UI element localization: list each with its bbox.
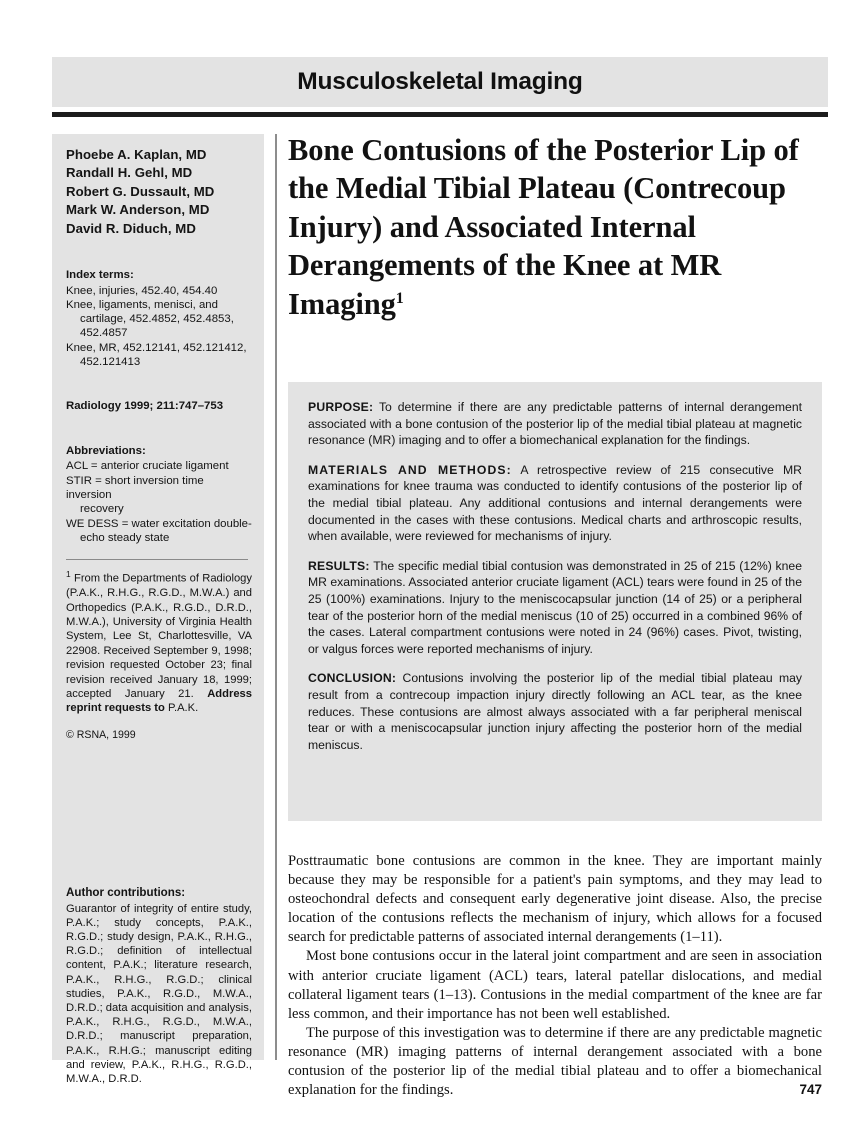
affiliation-footnote bbox=[66, 567, 252, 716]
abbreviations-block bbox=[66, 444, 252, 545]
journal-citation-block bbox=[66, 399, 252, 414]
abbreviation-line: STIR = short inversion time inversion bbox=[66, 474, 204, 501]
author-name: Phoebe A. Kaplan, MD bbox=[66, 147, 207, 162]
abbreviation-line: WE DESS = water excitation double- bbox=[66, 517, 252, 530]
body-paragraph: Posttraumatic bone contusions are common in the knee. They are important mainly because they may be responsible for a patient's pain symptoms, and they may lead to osteochondral defects and consequent early degenerative joint disease. Also, the precise location of the contusions reflects the mechanism of injury, which allows for a focused search for predictable patterns of associated internal derangements (1–11). bbox=[288, 853, 822, 946]
article-title-footnote-marker: 1 bbox=[395, 289, 404, 307]
article-title bbox=[288, 131, 828, 323]
body-paragraph: The purpose of this investigation was to determine if there are any predictable magnetic resonance (MR) imaging patterns of internal derangement associated with a bone contusion of the posterior lip of the medial tibial plateau and to offer a biomechanical explanation for the findings. bbox=[288, 1024, 822, 1099]
abbreviation-line: recovery bbox=[80, 503, 124, 516]
journal-section-header-band bbox=[52, 57, 828, 107]
author-contributions-text: Guarantor of integrity of entire study, P.A.K.; study concepts, P.A.K., R.G.D.; study design, P.A.K., R.H.G., R.G.D.; definition of intellectual content, P.A.K.; literature research, P.A.K., R.H.G., R.G.D.; clinical studies, P.A.K., R.G.D., M.W.A., D.R.D.; data acquisition and analysis, P.A.K., R.H.G., R.G.D., M.W.A., D.R.D.; manuscript preparation, P.A.K., R.H.G.; manuscript editing and review, P.A.K., R.H.G., R.G.D., M.W.A., D.R.D. bbox=[66, 902, 252, 1085]
index-term-line: 452.121413 bbox=[80, 356, 141, 369]
journal-citation: Radiology 1999; 211:747–753 bbox=[66, 400, 224, 413]
author-name: Randall H. Gehl, MD bbox=[66, 165, 193, 181]
author-name: David R. Diduch, MD bbox=[66, 220, 196, 236]
abstract-label-conclusion: CONCLUSION: bbox=[308, 671, 397, 686]
footnote-marker: 1 bbox=[66, 569, 71, 580]
article-title-text: Bone Contusions of the Posterior Lip of the Medial Tibial Plateau (Contrecoup Injury) and Associated Internal Derangements of the Knee at MR Imaging bbox=[288, 133, 799, 321]
reprint-request-label: Address reprint requests to bbox=[66, 688, 252, 715]
author-contributions-heading: Author contributions: bbox=[66, 886, 186, 899]
journal-section-title: Musculoskeletal Imaging bbox=[297, 68, 583, 95]
abstract-text-materials-and-methods: A retrospective review of 215 consecutive MR examinations for knee trauma was conducted to identify contusions of the posterior lip of the medial tibial plateau. Any additional contusions and internal derangements were documented in the cases with these contusions. Medical charts and arthroscopic results, when available, were reviewed for mechanisms of injury. bbox=[308, 462, 802, 544]
abstract-text-results: The specific medial tibial contusion was demonstrated in 25 of 215 (12%) knee MR examinations. Associated anterior cruciate ligament (ACL) tears were found in 25 of the 25 (100%) examinations. Injury to the meniscocapsular junction (14 of 25) or a peripheral tear of the posterior horn of the medial meniscus (10 of 25) occurred in a combined 96% of the cases. Lateral compartment contusions were noted in 24 (96%) cases. Pivot, twisting, or valgus forces were reported mechanisms of injury. bbox=[308, 558, 802, 656]
body-paragraph: Most bone contusions occur in the lateral joint compartment and are seen in association with anterior cruciate ligament (ACL) tears, lateral patellar dislocations, and medial collateral ligament tears (1–13). Contusions in the medial compartment of the knee are far less common, and their importance has not been well established. bbox=[288, 948, 822, 1022]
sidebar-vertical-divider bbox=[275, 134, 277, 1060]
index-terms-block bbox=[66, 268, 252, 369]
abstract-section-purpose bbox=[308, 399, 802, 449]
index-terms-heading: Index terms: bbox=[66, 269, 134, 282]
footnote-text-after: P.A.K. bbox=[164, 702, 199, 715]
footnote-text-before: From the Departments of Radiology (P.A.K., R.H.G., R.G.D., M.W.A.) and Orthopedics (P.A.K., R.G.D., D.R.D., M.W.A.), University of Virginia Health System, Lee St, Charlottesville, VA 22908. Received September 9, 1998; revision requested October 23; final revision received January 18, 1999; accepted January 21. bbox=[66, 572, 252, 701]
index-term-line: 452.4857 bbox=[80, 327, 128, 340]
header-horizontal-rule bbox=[52, 112, 828, 117]
index-term-line: Knee, injuries, 452.40, 454.40 bbox=[66, 284, 218, 297]
abstract-label-results: RESULTS: bbox=[308, 558, 370, 573]
sidebar-horizontal-rule bbox=[66, 559, 248, 560]
article-body bbox=[288, 852, 822, 1100]
author-name: Robert G. Dussault, MD bbox=[66, 183, 215, 199]
author-list bbox=[66, 146, 252, 238]
index-term-line: cartilage, 452.4852, 452.4853, bbox=[80, 313, 234, 326]
author-name: Mark W. Anderson, MD bbox=[66, 202, 210, 218]
abstract-section-materials-and-methods bbox=[308, 462, 802, 545]
index-term-line: Knee, ligaments, menisci, and bbox=[66, 298, 218, 311]
page-number: 747 bbox=[799, 1082, 822, 1097]
abstract-label-purpose: PURPOSE: bbox=[308, 400, 374, 414]
abstract-section-conclusion bbox=[308, 670, 802, 753]
abstract-label-materials-and-methods: MATERIALS AND METHODS: bbox=[308, 462, 512, 477]
abbreviations-heading: Abbreviations: bbox=[66, 444, 146, 457]
index-term-line: Knee, MR, 452.12141, 452.121412, bbox=[66, 341, 247, 354]
abstract-text-conclusion: Contusions involving the posterior lip of the medial tibial plateau may result from a contrecoup impaction injury directly following an ACL tear, as the knee reduces. These contusions are almost always associated with a far peripheral meniscal tear or with a meniscocapsular junction injury affecting the posterior horn of the medial meniscus. bbox=[308, 671, 802, 752]
author-contributions-block bbox=[66, 886, 252, 1086]
copyright-line: © RSNA, 1999 bbox=[66, 728, 136, 741]
abstract-text-purpose: To determine if there are any predictable patterns of internal derangement associated with a bone contusion of the posterior lip of the medial tibial plateau at magnetic resonance (MR) imaging and to offer a biomechanical explanation for the findings. bbox=[308, 400, 802, 448]
abstract-section-results bbox=[308, 558, 802, 658]
article-metadata-sidebar bbox=[52, 134, 264, 1085]
abbreviation-line: ACL = anterior cruciate ligament bbox=[66, 460, 229, 473]
abstract-box bbox=[288, 382, 822, 821]
abbreviation-line: echo steady state bbox=[80, 531, 170, 544]
